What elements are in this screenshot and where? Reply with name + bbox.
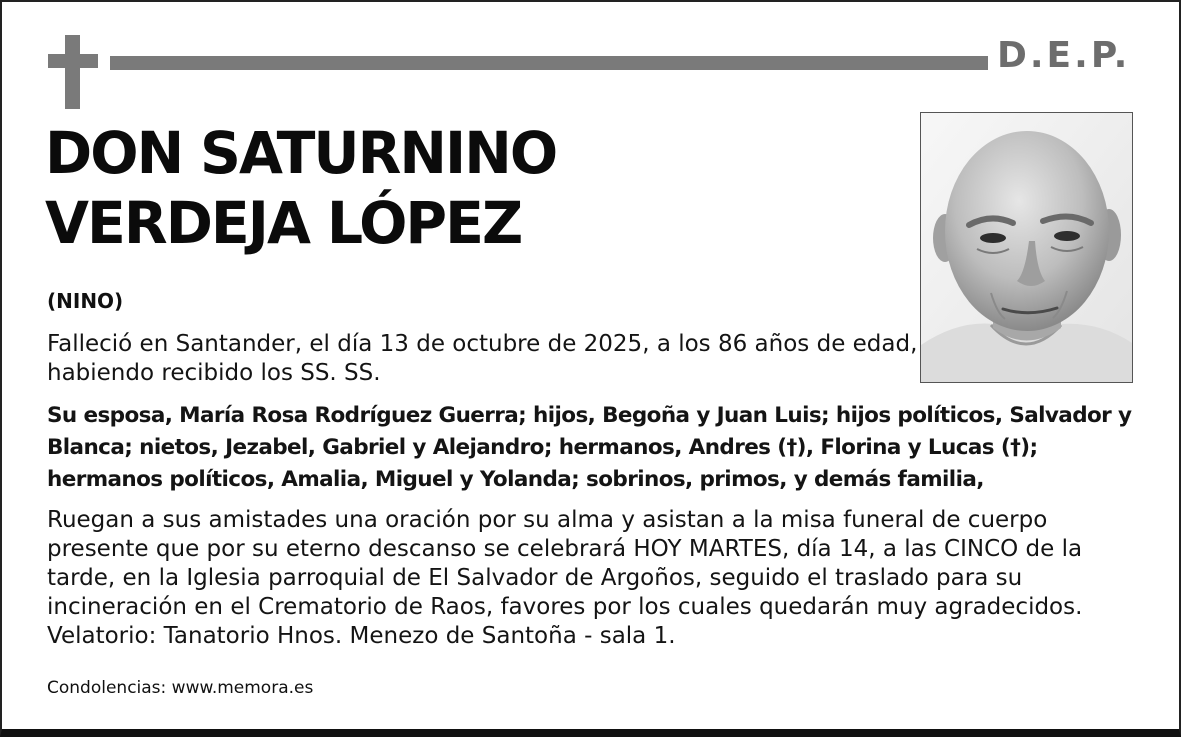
funeral-request	[47, 506, 1147, 651]
cross-icon	[48, 35, 98, 109]
portrait-photo	[920, 112, 1133, 383]
request-line-5: Velatorio: Tanatorio Hnos. Menezo de Santoña - sala 1.	[47, 623, 676, 649]
condolences-link[interactable]: Condolencias: www.memora.es	[47, 678, 314, 698]
death-notice	[47, 330, 927, 388]
request-line-3: tarde, en la Iglesia parroquial de El Salvador de Argoños, seguido el traslado para su	[47, 565, 1023, 591]
request-line-4: incineración en el Crematorio de Raos, favores por los cuales quedarán muy agradecidos.	[47, 594, 1083, 620]
deceased-name	[45, 118, 556, 258]
dep-label: D.E.P.	[997, 35, 1131, 76]
header-rule	[110, 56, 988, 70]
family-line-3: hermanos políticos, Amalia, Miguel y Yolanda; sobrinos, primos, y demás familia,	[47, 467, 984, 492]
nickname: (NINO)	[47, 289, 124, 313]
family-list	[47, 400, 1147, 496]
death-line-2: habiendo recibido los SS. SS.	[47, 360, 381, 386]
death-line-1: Falleció en Santander, el día 13 de octubre de 2025, a los 86 años de edad,	[47, 331, 918, 357]
portrait-illustration	[921, 113, 1132, 382]
name-line-1: DON SATURNINO	[45, 119, 557, 187]
family-line-1: Su esposa, María Rosa Rodríguez Guerra; hijos, Begoña y Juan Luis; hijos políticos, Salvador y	[47, 403, 1132, 428]
family-line-2: Blanca; nietos, Jezabel, Gabriel y Alejandro; hermanos, Andres (†), Florina y Lucas (†);	[47, 435, 1038, 460]
name-line-2: VERDEJA LÓPEZ	[45, 189, 522, 257]
request-line-2: presente que por su eterno descanso se celebrará HOY MARTES, día 14, a las CINCO de la	[47, 536, 1083, 562]
request-line-1: Ruegan a sus amistades una oración por su alma y asistan a la misa funeral de cuerpo	[47, 507, 1048, 533]
